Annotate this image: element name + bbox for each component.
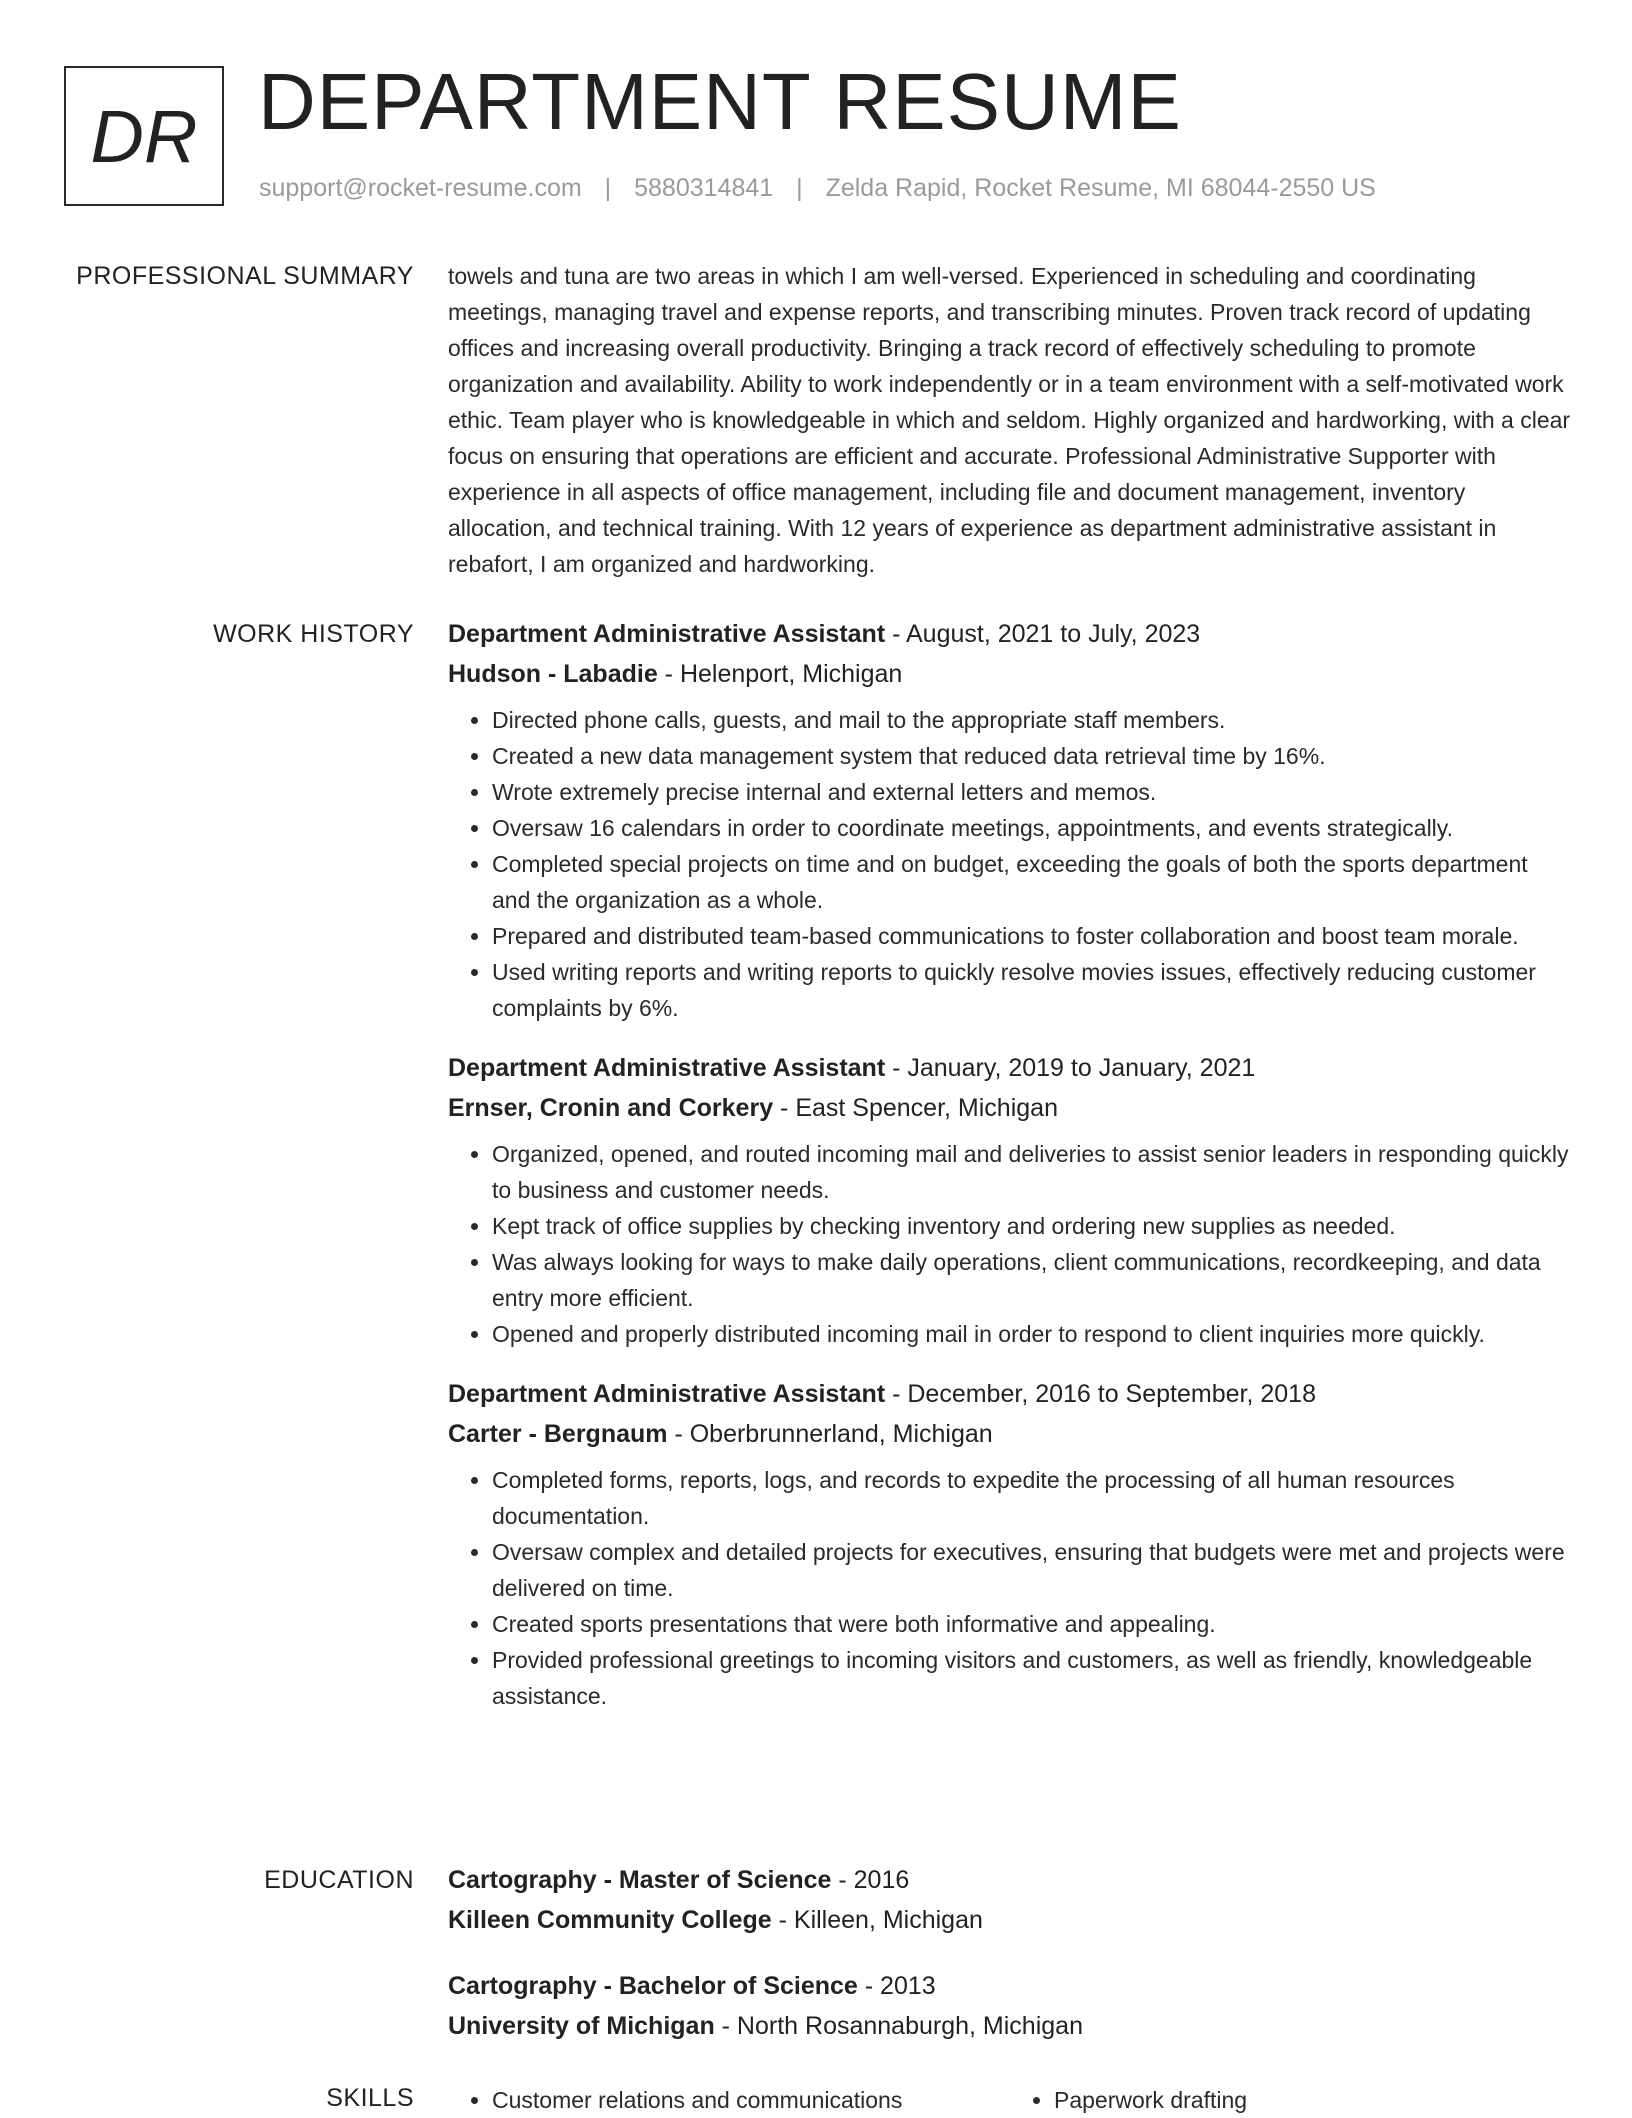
job-company: Carter - Bergnaum xyxy=(448,1420,668,1448)
job-company-line xyxy=(448,654,1572,694)
job-bullet: • Completed special projects on time and on budget, exceeding the goals of both the sports department and the organization as a whole. xyxy=(492,846,1572,918)
degree-line xyxy=(448,1860,1572,1900)
school-name: University of Michigan xyxy=(448,2012,715,2040)
job-location: - Oberbrunnerland, Michigan xyxy=(667,1420,993,1448)
school-name: Killeen Community College xyxy=(448,1906,772,1934)
job-bullet: • Wrote extremely precise internal and external letters and memos. xyxy=(492,774,1572,810)
skills-column-left xyxy=(448,2082,1010,2118)
contact-email: support@rocket-resume.com xyxy=(259,174,582,202)
work-history-body xyxy=(448,614,1572,1736)
skill-item: • Paperwork drafting xyxy=(1054,2082,1572,2118)
skills-label: SKILLS xyxy=(326,2084,414,2112)
contact-line xyxy=(259,174,1376,203)
job-bullet: • Used writing reports and writing reports to quickly resolve movies issues, effectively reducing customer complaints by 6%. xyxy=(492,954,1572,1026)
education-body xyxy=(448,1860,1572,2072)
resume-title: DEPARTMENT RESUME xyxy=(258,57,1182,146)
job-bullets xyxy=(448,702,1572,1026)
contact-separator: | xyxy=(604,174,612,202)
job-location: - East Spencer, Michigan xyxy=(773,1094,1058,1122)
job-bullet: • Created a new data management system that reduced data retrieval time by 16%. xyxy=(492,738,1572,774)
job-bullet: • Was always looking for ways to make daily operations, client communications, recordkeeping, and data entry more efficient. xyxy=(492,1244,1572,1316)
education-label: EDUCATION xyxy=(264,1866,414,1894)
job-title-line xyxy=(448,614,1572,654)
job-dates: - December, 2016 to September, 2018 xyxy=(885,1380,1316,1408)
summary-label: PROFESSIONAL SUMMARY xyxy=(76,262,414,290)
monogram-box xyxy=(64,66,224,206)
job-bullet: • Completed forms, reports, logs, and records to expedite the processing of all human resources documentation. xyxy=(492,1462,1572,1534)
job-bullet: • Opened and properly distributed incoming mail in order to respond to client inquiries more quickly. xyxy=(492,1316,1572,1352)
job-bullet: • Provided professional greetings to incoming visitors and customers, as well as friendly, knowledgeable assistance. xyxy=(492,1642,1572,1714)
degree-year: - 2016 xyxy=(831,1866,910,1894)
job-company: Ernser, Cronin and Corkery xyxy=(448,1094,774,1122)
job-company: Hudson - Labadie xyxy=(448,660,658,688)
school-location: - North Rosannaburgh, Michigan xyxy=(714,2012,1083,2040)
degree-year: - 2013 xyxy=(857,1972,936,2000)
degree-name: Cartography - Master of Science xyxy=(448,1866,832,1894)
skill-item: • Customer relations and communications xyxy=(492,2082,1010,2118)
job-dates: - August, 2021 to July, 2023 xyxy=(885,620,1201,648)
school-line xyxy=(448,2006,1572,2046)
school-line xyxy=(448,1900,1572,1940)
job-entry xyxy=(448,1374,1572,1714)
skills-body xyxy=(448,2082,1572,2118)
job-bullet: • Kept track of office supplies by checking inventory and ordering new supplies as needed. xyxy=(492,1208,1572,1244)
contact-address: Zelda Rapid, Rocket Resume, MI 68044-2550 US xyxy=(825,174,1376,202)
contact-phone: 5880314841 xyxy=(634,174,774,202)
job-company-line xyxy=(448,1088,1572,1128)
job-bullet: • Oversaw 16 calendars in order to coordinate meetings, appointments, and events strategically. xyxy=(492,810,1572,846)
job-location: - Helenport, Michigan xyxy=(657,660,903,688)
job-title: Department Administrative Assistant xyxy=(448,1380,886,1408)
degree-name: Cartography - Bachelor of Science xyxy=(448,1972,858,2000)
job-bullet: • Created sports presentations that were both informative and appealing. xyxy=(492,1606,1572,1642)
job-bullet: • Oversaw complex and detailed projects for executives, ensuring that budgets were met and projects were delivered on time. xyxy=(492,1534,1572,1606)
contact-separator: | xyxy=(796,174,803,202)
job-title: Department Administrative Assistant xyxy=(448,620,886,648)
job-bullet: • Directed phone calls, guests, and mail to the appropriate staff members. xyxy=(492,702,1572,738)
job-bullets xyxy=(448,1136,1572,1352)
job-title-line xyxy=(448,1374,1572,1414)
skills-column-right xyxy=(1010,2082,1572,2118)
job-bullet: • Prepared and distributed team-based communications to foster collaboration and boost team morale. xyxy=(492,918,1572,954)
education-entry xyxy=(448,1860,1572,1940)
job-title-line xyxy=(448,1048,1572,1088)
job-company-line xyxy=(448,1414,1572,1454)
summary-body xyxy=(448,258,1572,582)
degree-line xyxy=(448,1966,1572,2006)
work-history-label: WORK HISTORY xyxy=(213,620,414,648)
job-bullet: • Organized, opened, and routed incoming mail and deliveries to assist senior leaders in responding quickly to business and customer needs. xyxy=(492,1136,1572,1208)
monogram-initials: DR xyxy=(90,94,198,178)
job-entry xyxy=(448,1048,1572,1352)
job-title: Department Administrative Assistant xyxy=(448,1054,886,1082)
school-location: - Killeen, Michigan xyxy=(771,1906,983,1934)
education-entry xyxy=(448,1966,1572,2046)
job-bullets xyxy=(448,1462,1572,1714)
summary-text: towels and tuna are two areas in which I am well-versed. Experienced in scheduling and coordinating meetings, managing travel and expense reports, and transcribing minutes. Proven track record of updating offices and increasing overall productivity. Bringing a track record of effectively scheduling to promote organization and availability. Ability to work independently or in a team environment with a self-motivated work ethic. Team player who is knowledgeable in which and seldom. Highly organized and hardworking, with a clear focus on ensuring that operations are efficient and accurate. Professional Administrative Supporter with experience in all aspects of office management, including file and document management, inventory allocation, and technical training. With 12 years of experience as department administrative assistant in rebafort, I am organized and hardworking. xyxy=(448,263,1571,577)
job-entry xyxy=(448,614,1572,1026)
job-dates: - January, 2019 to January, 2021 xyxy=(885,1054,1256,1082)
